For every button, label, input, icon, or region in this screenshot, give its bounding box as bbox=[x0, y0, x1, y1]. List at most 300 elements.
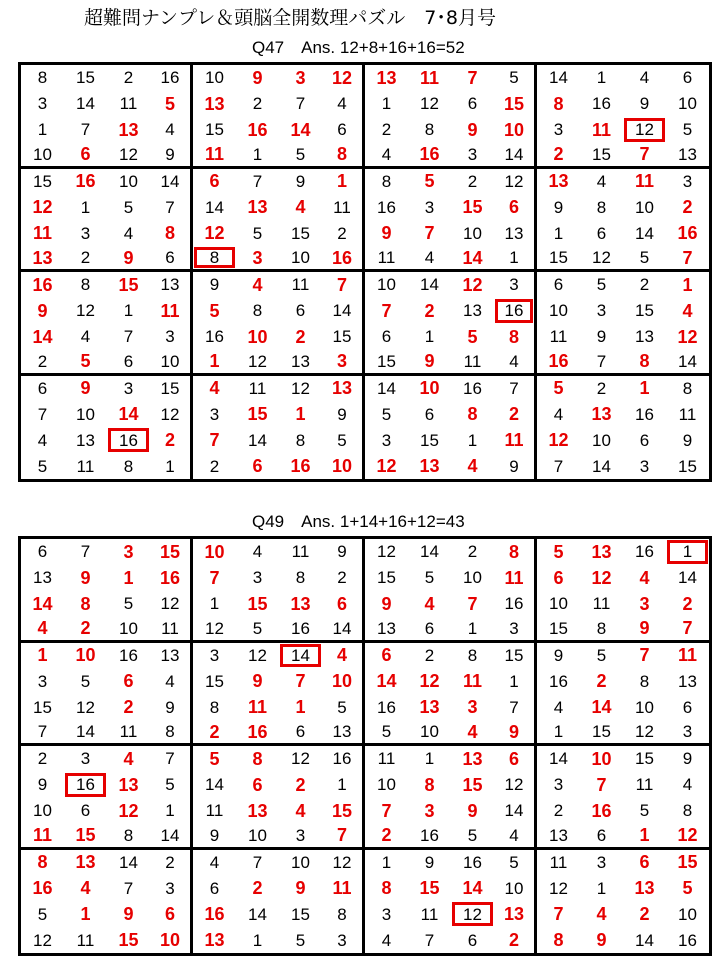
grid-cell: 4 bbox=[494, 824, 537, 850]
grid-cell: 15 bbox=[537, 617, 580, 643]
grid-cell: 13 bbox=[21, 246, 64, 272]
grid-cell: 16 bbox=[32, 274, 53, 295]
grid-cell: 7 bbox=[322, 824, 365, 850]
grid-cell: 2 bbox=[21, 350, 64, 376]
grid-cell: 6 bbox=[252, 774, 263, 795]
grid-cell: 14 bbox=[322, 298, 365, 324]
grid-cell: 5 bbox=[424, 568, 435, 588]
grid-cell: 6 bbox=[279, 720, 322, 746]
grid-cell: 13 bbox=[118, 119, 139, 140]
grid-cell: 13 bbox=[634, 878, 655, 899]
grid-cell: 5 bbox=[252, 223, 263, 243]
grid-cell: 13 bbox=[150, 643, 193, 669]
grid-cell: 11 bbox=[247, 697, 268, 718]
grid-cell: 11 bbox=[549, 327, 568, 347]
grid-cell: 8 bbox=[252, 748, 263, 769]
grid-cell: 3 bbox=[596, 301, 607, 321]
grid-cell: 8 bbox=[381, 878, 392, 899]
grid-cell: 16 bbox=[408, 143, 451, 169]
grid-cell: 3 bbox=[553, 120, 564, 140]
grid-cell: 15 bbox=[635, 749, 654, 769]
grid-cell: 11 bbox=[592, 594, 611, 614]
grid-cell: 5 bbox=[623, 246, 666, 272]
grid-cell: 10 bbox=[107, 617, 150, 643]
grid-cell: 4 bbox=[295, 197, 306, 218]
grid-cell: 16 bbox=[247, 119, 268, 140]
grid-cell: 3 bbox=[424, 197, 435, 217]
grid-cell: 6 bbox=[123, 671, 134, 692]
grid-cell: 11 bbox=[494, 565, 537, 591]
grid-cell: 4 bbox=[21, 617, 64, 643]
grid-cell: 13 bbox=[247, 197, 268, 218]
grid-cell: 9 bbox=[553, 197, 564, 217]
grid-cell: 11 bbox=[549, 852, 568, 872]
grid-cell: 12 bbox=[549, 878, 568, 898]
grid-cell: 13 bbox=[591, 404, 612, 425]
grid-cell: 3 bbox=[424, 800, 435, 821]
grid-cell: 12 bbox=[33, 930, 52, 950]
grid-cell: 8 bbox=[553, 93, 564, 114]
grid-cell: 13 bbox=[463, 301, 482, 321]
grid-cell: 2 bbox=[537, 143, 580, 169]
grid-cell: 14 bbox=[205, 197, 224, 217]
grid-cell: 6 bbox=[209, 878, 220, 898]
grid-cell: 10 bbox=[494, 875, 537, 901]
grid-cell: 8 bbox=[682, 801, 693, 821]
grid-cell: 1 bbox=[682, 274, 693, 295]
grid-cell: 2 bbox=[64, 617, 107, 643]
grid-cell: 2 bbox=[322, 565, 365, 591]
grid-cell: 9 bbox=[381, 593, 392, 614]
grid-cell: 2 bbox=[322, 220, 365, 246]
grid-cell: 5 bbox=[123, 594, 134, 614]
grid-cell: 5 bbox=[80, 671, 91, 691]
grid-cell: 14 bbox=[549, 68, 568, 88]
grid-cell: 14 bbox=[678, 568, 697, 588]
grid-cell: 10 bbox=[678, 904, 697, 924]
grid-cell: 2 bbox=[682, 197, 693, 218]
grid-cell: 11 bbox=[119, 94, 138, 114]
answer-cell: 16 bbox=[494, 298, 537, 324]
grid-cell: 11 bbox=[193, 143, 236, 169]
grid-cell: 2 bbox=[494, 401, 537, 427]
grid-cell: 8 bbox=[252, 301, 263, 321]
grid-cell: 2 bbox=[123, 68, 134, 88]
grid-cell: 3 bbox=[494, 617, 537, 643]
grid-cell: 1 bbox=[381, 852, 392, 872]
grid-cell: 12 bbox=[377, 542, 396, 562]
grid-cell: 1 bbox=[80, 904, 91, 925]
grid-cell: 8 bbox=[639, 671, 650, 691]
grid-cell: 13 bbox=[462, 748, 483, 769]
grid-cell: 1 bbox=[150, 453, 193, 479]
grid-cell: 5 bbox=[639, 801, 650, 821]
grid-cell: 7 bbox=[80, 542, 91, 562]
grid-cell: 2 bbox=[37, 749, 48, 769]
grid-cell: 12 bbox=[322, 65, 365, 91]
grid-cell: 12 bbox=[591, 567, 612, 588]
grid-cell: 15 bbox=[580, 143, 623, 169]
grid-cell: 10 bbox=[236, 824, 279, 850]
grid-cell: 16 bbox=[205, 327, 224, 347]
grid-cell: 14 bbox=[76, 94, 95, 114]
grid-cell: 9 bbox=[322, 539, 365, 565]
grid-cell: 7 bbox=[553, 904, 564, 925]
grid-cell: 11 bbox=[248, 378, 267, 398]
grid-cell: 11 bbox=[678, 404, 697, 424]
grid-cell: 14 bbox=[248, 430, 267, 450]
grid-cell: 9 bbox=[682, 430, 693, 450]
grid-cell: 5 bbox=[424, 171, 435, 192]
grid-cell: 10 bbox=[150, 927, 193, 953]
grid-cell: 9 bbox=[467, 800, 478, 821]
grid-cell: 15 bbox=[537, 246, 580, 272]
grid-cell: 11 bbox=[322, 194, 365, 220]
grid-cell: 4 bbox=[381, 930, 392, 950]
grid-cell: 13 bbox=[419, 697, 440, 718]
grid-cell: 7 bbox=[123, 327, 134, 347]
grid-cell: 12 bbox=[548, 430, 569, 451]
grid-cell: 10 bbox=[377, 775, 396, 795]
grid-cell: 14 bbox=[592, 456, 611, 476]
puzzle-label-q47 bbox=[0, 37, 713, 59]
grid-cell: 8 bbox=[37, 852, 48, 873]
grid-cell: 5 bbox=[295, 930, 306, 950]
grid-cell: 16 bbox=[150, 65, 193, 91]
grid-cell: 14 bbox=[462, 878, 483, 899]
grid-cell: 11 bbox=[451, 350, 494, 376]
grid-cell: 15 bbox=[494, 91, 537, 117]
grid-cell: 6 bbox=[80, 801, 91, 821]
grid-cell: 9 bbox=[408, 350, 451, 376]
grid-cell: 13 bbox=[548, 171, 569, 192]
grid-cell: 9 bbox=[252, 67, 263, 88]
grid-cell: 13 bbox=[666, 143, 709, 169]
sudoku-grid-q47 bbox=[18, 62, 712, 482]
grid-cell: 10 bbox=[463, 223, 482, 243]
grid-cell: 1 bbox=[381, 94, 392, 114]
grid-cell: 7 bbox=[123, 878, 134, 898]
answer-cell: 8 bbox=[193, 246, 236, 272]
grid-cell: 8 bbox=[209, 697, 220, 717]
grid-cell: 6 bbox=[639, 430, 650, 450]
grid-cell: 3 bbox=[150, 324, 193, 350]
grid-cell: 2 bbox=[467, 542, 478, 562]
grid-cell: 16 bbox=[537, 350, 580, 376]
grid-cell: 12 bbox=[248, 645, 267, 665]
grid-cell: 6 bbox=[580, 824, 623, 850]
grid-cell: 15 bbox=[462, 197, 483, 218]
grid-cell: 1 bbox=[123, 567, 134, 588]
grid-cell: 14 bbox=[150, 824, 193, 850]
grid-cell: 7 bbox=[381, 300, 392, 321]
grid-cell: 15 bbox=[118, 930, 139, 951]
grid-cell: 10 bbox=[150, 350, 193, 376]
grid-cell: 1 bbox=[623, 824, 666, 850]
grid-cell: 3 bbox=[322, 927, 365, 953]
grid-cell: 13 bbox=[322, 720, 365, 746]
grid-cell: 4 bbox=[252, 542, 263, 562]
grid-cell: 1 bbox=[424, 749, 435, 769]
grid-cell: 10 bbox=[291, 852, 310, 872]
grid-cell: 4 bbox=[295, 800, 306, 821]
grid-cell: 15 bbox=[322, 324, 365, 350]
grid-cell: 6 bbox=[150, 246, 193, 272]
grid-cell: 8 bbox=[580, 617, 623, 643]
grid-cell: 12 bbox=[420, 94, 439, 114]
grid-cell: 1 bbox=[494, 668, 537, 694]
grid-cell: 7 bbox=[209, 567, 220, 588]
grid-cell: 15 bbox=[150, 376, 193, 402]
grid-cell: 13 bbox=[322, 376, 365, 402]
grid-cell: 4 bbox=[209, 852, 220, 872]
grid-cell: 1 bbox=[596, 878, 607, 898]
grid-cell: 16 bbox=[591, 800, 612, 821]
grid-cell: 16 bbox=[635, 404, 654, 424]
grid-cell: 11 bbox=[150, 617, 193, 643]
grid-cell: 14 bbox=[494, 143, 537, 169]
grid-cell: 9 bbox=[467, 119, 478, 140]
grid-cell: 6 bbox=[381, 327, 392, 347]
page-title bbox=[0, 4, 713, 32]
grid-cell: 5 bbox=[37, 904, 48, 924]
grid-cell: 5 bbox=[322, 427, 365, 453]
grid-cell: 11 bbox=[205, 801, 224, 821]
answer-cell: 12 bbox=[623, 117, 666, 143]
grid-cell: 4 bbox=[639, 567, 650, 588]
grid-cell: 14 bbox=[494, 798, 537, 824]
grid-cell: 15 bbox=[580, 720, 623, 746]
grid-cell: 1 bbox=[37, 120, 48, 140]
grid-cell: 13 bbox=[678, 671, 697, 691]
grid-cell: 8 bbox=[623, 350, 666, 376]
grid-cell: 14 bbox=[591, 697, 612, 718]
grid-cell: 9 bbox=[150, 143, 193, 169]
grid-cell: 3 bbox=[150, 875, 193, 901]
grid-cell: 4 bbox=[252, 274, 263, 295]
grid-cell: 10 bbox=[635, 697, 654, 717]
grid-cell: 14 bbox=[150, 169, 193, 195]
grid-cell: 15 bbox=[118, 274, 139, 295]
grid-cell: 4 bbox=[123, 223, 134, 243]
grid-cell: 10 bbox=[322, 668, 365, 694]
grid-cell: 11 bbox=[107, 720, 150, 746]
grid-cell: 14 bbox=[451, 246, 494, 272]
grid-cell: 2 bbox=[467, 171, 478, 191]
grid-cell: 1 bbox=[252, 930, 263, 950]
grid-cell: 2 bbox=[252, 94, 263, 114]
grid-cell: 6 bbox=[408, 617, 451, 643]
grid-cell: 8 bbox=[80, 593, 91, 614]
grid-cell: 6 bbox=[424, 404, 435, 424]
grid-cell: 10 bbox=[204, 541, 225, 562]
grid-cell: 7 bbox=[150, 746, 193, 772]
grid-cell: 5 bbox=[553, 378, 564, 399]
grid-cell: 5 bbox=[596, 645, 607, 665]
grid-cell: 1 bbox=[467, 430, 478, 450]
grid-cell: 12 bbox=[666, 824, 709, 850]
grid-cell: 2 bbox=[365, 824, 408, 850]
grid-cell: 9 bbox=[150, 694, 193, 720]
grid-cell: 16 bbox=[377, 197, 396, 217]
grid-cell: 12 bbox=[494, 169, 537, 195]
grid-cell: 16 bbox=[279, 617, 322, 643]
grid-cell: 8 bbox=[424, 774, 435, 795]
grid-cell: 12 bbox=[150, 401, 193, 427]
grid-cell: 13 bbox=[150, 272, 193, 298]
grid-cell: 1 bbox=[322, 169, 365, 195]
grid-cell: 9 bbox=[209, 275, 220, 295]
answer-cell: 1 bbox=[666, 539, 709, 565]
grid-cell: 13 bbox=[75, 852, 96, 873]
grid-cell: 11 bbox=[21, 824, 64, 850]
grid-cell: 15 bbox=[205, 671, 224, 691]
grid-cell: 2 bbox=[639, 904, 650, 925]
grid-cell: 10 bbox=[408, 720, 451, 746]
grid-cell: 13 bbox=[247, 800, 268, 821]
grid-cell: 14 bbox=[64, 720, 107, 746]
grid-cell: 8 bbox=[596, 197, 607, 217]
grid-cell: 11 bbox=[32, 223, 53, 244]
grid-cell: 13 bbox=[204, 93, 225, 114]
grid-cell: 6 bbox=[553, 275, 564, 295]
grid-cell: 3 bbox=[80, 749, 91, 769]
grid-cell: 9 bbox=[295, 171, 306, 191]
grid-cell: 4 bbox=[322, 643, 365, 669]
puzzle-label-text: Q47 Ans. 12+8+16+16=52 bbox=[252, 38, 465, 57]
grid-cell: 9 bbox=[252, 671, 263, 692]
grid-cell: 12 bbox=[677, 326, 698, 347]
grid-cell: 10 bbox=[419, 378, 440, 399]
grid-cell: 3 bbox=[37, 671, 48, 691]
grid-cell: 1 bbox=[295, 404, 306, 425]
grid-cell: 9 bbox=[322, 401, 365, 427]
grid-cell: 9 bbox=[553, 645, 564, 665]
grid-cell: 5 bbox=[494, 850, 537, 876]
grid-cell: 12 bbox=[291, 378, 310, 398]
grid-cell: 6 bbox=[322, 117, 365, 143]
grid-cell: 15 bbox=[420, 430, 439, 450]
grid-cell: 7 bbox=[639, 645, 650, 666]
grid-cell: 10 bbox=[205, 68, 224, 88]
grid-cell: 5 bbox=[467, 326, 478, 347]
grid-cell: 5 bbox=[322, 694, 365, 720]
page-title-text: 超難問ナンプレ＆頭脳全開数理パズル 7･8月号 bbox=[84, 7, 496, 29]
grid-cell: 11 bbox=[419, 67, 440, 88]
grid-cell: 14 bbox=[635, 223, 654, 243]
grid-cell: 13 bbox=[204, 930, 225, 951]
puzzle-label-text: Q49 Ans. 1+14+16+12=43 bbox=[252, 512, 465, 531]
grid-cell: 14 bbox=[32, 593, 53, 614]
grid-cell: 14 bbox=[635, 930, 654, 950]
grid-cell: 7 bbox=[322, 272, 365, 298]
grid-cell: 6 bbox=[209, 171, 220, 192]
grid-cell: 15 bbox=[494, 643, 537, 669]
grid-cell: 6 bbox=[639, 852, 650, 873]
grid-cell: 6 bbox=[596, 223, 607, 243]
grid-cell: 12 bbox=[107, 143, 150, 169]
grid-cell: 9 bbox=[123, 904, 134, 925]
grid-cell: 11 bbox=[677, 645, 698, 666]
grid-cell: 9 bbox=[37, 300, 48, 321]
grid-cell: 7 bbox=[666, 246, 709, 272]
grid-cell: 9 bbox=[424, 852, 435, 872]
grid-cell: 2 bbox=[295, 326, 306, 347]
answer-cell: 12 bbox=[451, 901, 494, 927]
answer-cell: 16 bbox=[107, 427, 150, 453]
grid-cell: 14 bbox=[118, 404, 139, 425]
grid-cell: 4 bbox=[553, 404, 564, 424]
grid-cell: 5 bbox=[37, 456, 48, 476]
grid-cell: 4 bbox=[596, 904, 607, 925]
grid-cell: 5 bbox=[596, 275, 607, 295]
grid-cell: 1 bbox=[193, 350, 236, 376]
grid-cell: 10 bbox=[279, 246, 322, 272]
grid-cell: 12 bbox=[462, 274, 483, 295]
grid-cell: 1 bbox=[236, 143, 279, 169]
grid-cell: 6 bbox=[682, 68, 693, 88]
grid-cell: 2 bbox=[123, 697, 134, 718]
grid-cell: 9 bbox=[494, 720, 537, 746]
grid-cell: 12 bbox=[193, 617, 236, 643]
grid-cell: 15 bbox=[64, 824, 107, 850]
grid-cell: 1 bbox=[451, 617, 494, 643]
grid-cell: 15 bbox=[247, 593, 268, 614]
grid-cell: 1 bbox=[553, 223, 564, 243]
grid-cell: 16 bbox=[322, 746, 365, 772]
grid-cell: 9 bbox=[682, 749, 693, 769]
grid-cell: 3 bbox=[639, 593, 650, 614]
grid-cell: 8 bbox=[682, 378, 693, 398]
grid-cell: 16 bbox=[150, 565, 193, 591]
grid-cell: 15 bbox=[291, 904, 310, 924]
answer-cell: 14 bbox=[279, 643, 322, 669]
grid-cell: 12 bbox=[204, 223, 225, 244]
grid-cell: 8 bbox=[322, 901, 365, 927]
grid-cell: 4 bbox=[37, 430, 48, 450]
grid-cell: 1 bbox=[424, 327, 435, 347]
answer-cell: 16 bbox=[64, 772, 107, 798]
grid-cell: 4 bbox=[596, 171, 607, 191]
grid-cell: 7 bbox=[424, 223, 435, 244]
grid-cell: 5 bbox=[150, 772, 193, 798]
grid-cell: 13 bbox=[537, 824, 580, 850]
grid-cell: 12 bbox=[118, 800, 139, 821]
grid-cell: 3 bbox=[123, 378, 134, 398]
grid-cell: 7 bbox=[666, 617, 709, 643]
grid-cell: 6 bbox=[381, 645, 392, 666]
grid-cell: 16 bbox=[463, 852, 482, 872]
grid-cell: 16 bbox=[463, 378, 482, 398]
grid-cell: 15 bbox=[677, 852, 698, 873]
grid-cell: 7 bbox=[494, 694, 537, 720]
grid-cell: 15 bbox=[76, 68, 95, 88]
grid-cell: 9 bbox=[596, 930, 607, 951]
grid-cell: 16 bbox=[75, 171, 96, 192]
grid-cell: 15 bbox=[247, 404, 268, 425]
grid-cell: 5 bbox=[365, 720, 408, 746]
grid-cell: 6 bbox=[467, 94, 478, 114]
grid-cell: 12 bbox=[322, 850, 365, 876]
grid-cell: 11 bbox=[377, 749, 396, 769]
grid-cell: 8 bbox=[37, 68, 48, 88]
grid-cell: 3 bbox=[494, 272, 537, 298]
grid-cell: 15 bbox=[33, 171, 52, 191]
grid-cell: 3 bbox=[322, 350, 365, 376]
grid-cell: 7 bbox=[80, 120, 91, 140]
grid-cell: 6 bbox=[682, 697, 693, 717]
grid-cell: 15 bbox=[462, 774, 483, 795]
